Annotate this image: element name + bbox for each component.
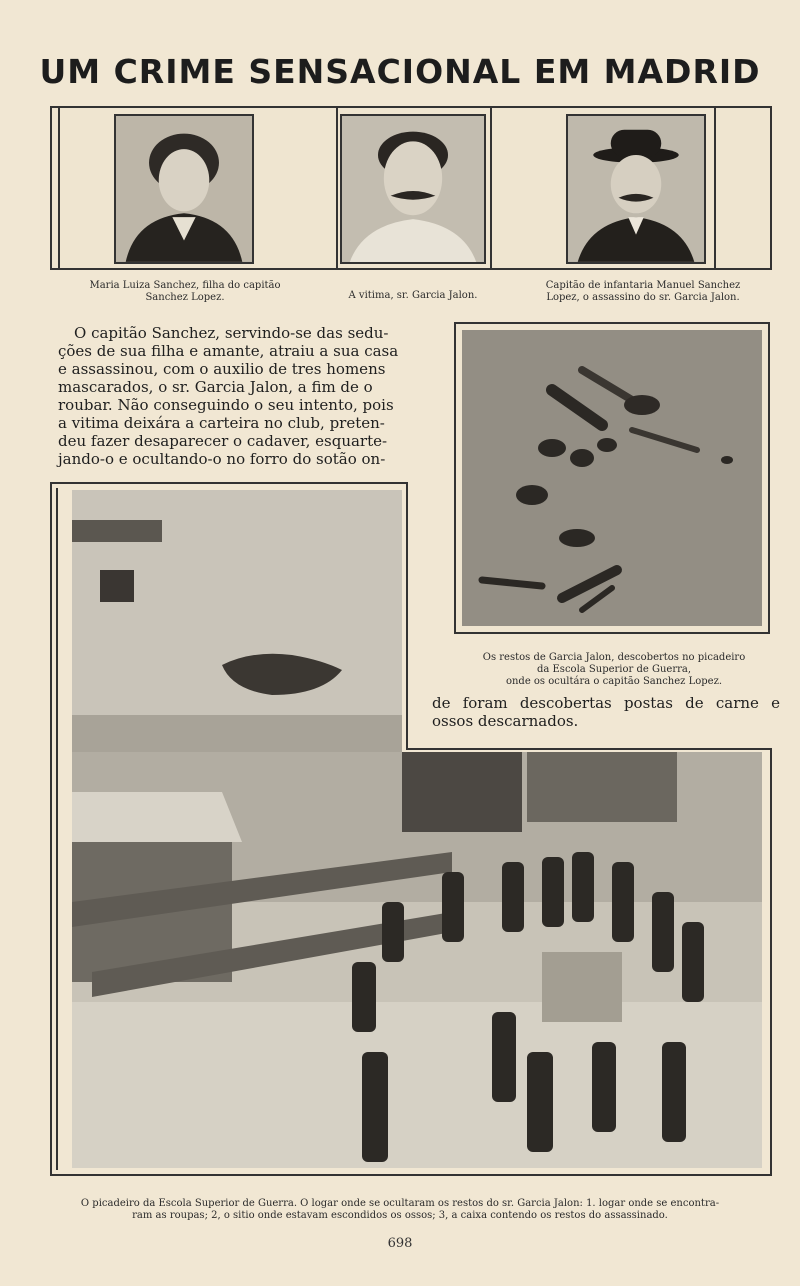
frame-rule	[406, 482, 408, 750]
caption-line: da Escola Superior de Guerra,	[536, 664, 692, 675]
headline: UM CRIME SENSACIONAL EM MADRID	[39, 52, 761, 91]
article-line: de foram descobertas postas de carne e	[432, 694, 780, 712]
portrait-caption-3	[524, 280, 762, 304]
portrait-maria-luiza	[114, 114, 254, 264]
woman-portrait-image	[116, 116, 252, 262]
article-line: e assassinou, com o auxilio de tres homens	[58, 360, 386, 378]
riding-school-caption	[30, 1198, 770, 1222]
riding-school-photo-top	[72, 490, 402, 760]
caption-line: Lopez, o assassino do sr. Garcia Jalon.	[546, 292, 740, 303]
frame-rule	[50, 482, 52, 1176]
caption-line: Maria Luiza Sanchez, filha do capitão	[89, 280, 281, 291]
article-line: ções de sua filha e amante, atraiu a sua casa	[58, 342, 399, 360]
caption-line: O picadeiro da Escola Superior de Guerra. O logar onde se ocultaram os restos do sr. Garcia Jalon: 1. logar onde se encontra-	[80, 1198, 720, 1209]
caption-line: Capitão de infantaria Manuel Sanchez	[545, 280, 741, 291]
article-line: a vitima deixára a carteira no club, preten-	[58, 414, 385, 432]
strip-rule	[336, 108, 338, 268]
caption-line: Sanchez Lopez.	[145, 292, 225, 303]
page-number: 698	[387, 1236, 413, 1251]
article-line: O capitão Sanchez, servindo-se das sedu-	[74, 324, 389, 342]
wall-image	[72, 490, 402, 760]
victim-portrait-image	[342, 116, 484, 262]
riding-school-photo-bottom	[72, 752, 762, 1168]
caption-line: ram as roupas; 2, o sitio onde estavam escondidos os ossos; 3, a caixa contendo os restos do assassinado.	[132, 1210, 668, 1221]
article-line: deu fazer desaparecer o cadaver, esquarte-	[58, 432, 388, 450]
frame-rule	[50, 482, 408, 484]
frame-rule	[56, 488, 58, 1170]
caption-line: onde os ocultára o capitão Sanchez Lopez.	[505, 676, 723, 687]
article-line: roubar. Não conseguindo o seu intento, pois	[58, 396, 394, 414]
article-line: ossos descarnados.	[432, 712, 579, 730]
portrait-caption-1	[72, 280, 298, 304]
article-line: mascarados, o sr. Garcia Jalon, a fim de o	[58, 378, 373, 396]
portrait-garcia-jalon	[340, 114, 486, 264]
frame-rule	[406, 748, 772, 750]
frame-rule	[770, 748, 772, 1176]
article-line: jando-o e ocultando-o no forro do sotão on-	[58, 450, 386, 468]
portrait-strip	[50, 106, 772, 270]
caption-line: A vitima, sr. Garcia Jalon.	[348, 290, 478, 301]
strip-rule	[58, 108, 60, 268]
article-text-part1	[58, 324, 418, 468]
courtyard-image	[72, 752, 762, 1168]
frame-rule	[50, 1174, 772, 1176]
portrait-caption-2	[318, 290, 508, 302]
caption-line: Os restos de Garcia Jalon, descobertos no picadeiro	[482, 652, 746, 663]
strip-rule	[714, 108, 716, 268]
riding-school-photo-frame	[50, 482, 772, 1176]
strip-rule	[490, 108, 492, 268]
portrait-manuel-sanchez	[566, 114, 706, 264]
captain-portrait-image	[568, 116, 704, 262]
